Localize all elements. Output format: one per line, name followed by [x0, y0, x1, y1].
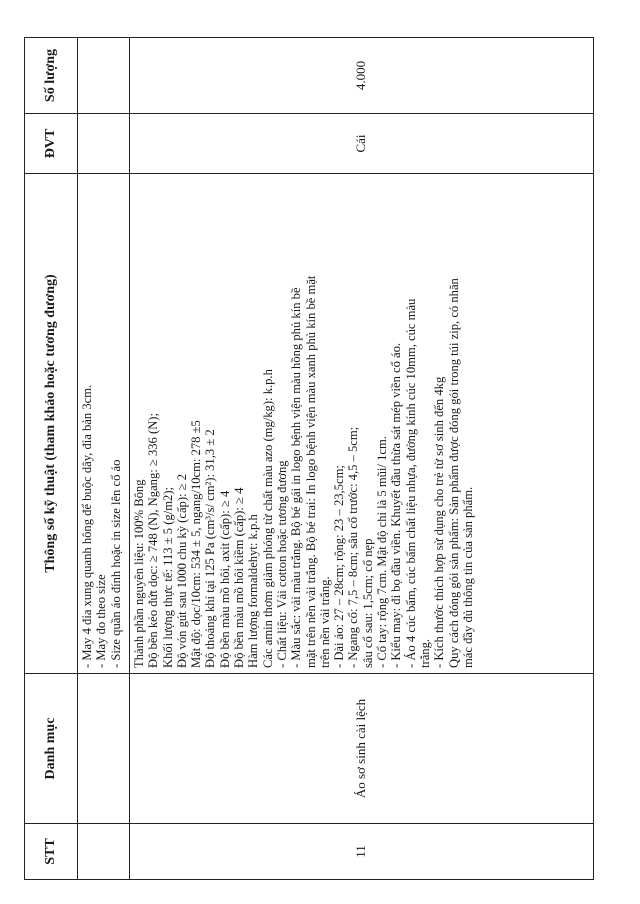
spec-line: trắng.: [417, 638, 432, 668]
header-quantity: Số lượng: [25, 38, 78, 114]
spec-line: Độ vón gút sau 1000 chu kỳ (cấp): ≥ 2: [174, 473, 189, 668]
cell-quantity: [78, 38, 130, 114]
header-row: [25, 38, 78, 880]
spec-line: Quy cách đóng gói sản phẩm: Sản phẩm được đóng gói trong túi zip, có nhãn: [446, 278, 461, 668]
spec-line: - May đo theo size: [94, 574, 109, 668]
spec-line: - Chất liệu: Vải cotton hoặc tương đương: [274, 460, 289, 668]
spec-line: - Dài áo: 27 – 28cm; rộng: 23 – 23,5cm;: [332, 465, 347, 668]
spec-line: - Size quần áo đính hoặc in size lên cổ áo: [108, 459, 123, 668]
cell-specs: [78, 174, 130, 674]
table-row-11: [130, 38, 594, 880]
cell-category: [78, 674, 130, 824]
header-specs: Thông số kỹ thuật (tham khảo hoặc tương đương): [25, 174, 78, 674]
cell-unit: Cái: [130, 114, 594, 174]
spec-line: - Ngang cổ: 7,5 – 8cm; sâu cổ trước: 4,5 – 5cm;: [346, 426, 361, 668]
spec-line: Độ bền màu mồ hôi, axit (cấp): ≥ 4: [217, 490, 232, 668]
spec-line: trên nền vải trắng.: [317, 576, 332, 668]
cell-stt: [78, 824, 130, 880]
spec-line: - Màu sắc: vải màu trắng. Bộ bé gái in logo bệnh viện màu hồng phủ kín bề: [289, 287, 304, 668]
spec-line: mặt trên nền vải trắng. Bộ bé trai: In logo bệnh viện màu xanh phủ kín bề mặt: [303, 275, 318, 668]
spec-table: [24, 37, 594, 880]
spec-line: Độ thoáng khí tại 125 Pa (cm³/s/ cm²): 31,3 ± 2: [203, 429, 218, 668]
spec-line: mác đầy đủ thông tin của sản phẩm.: [460, 486, 475, 668]
cell-stt: 11: [130, 824, 594, 880]
cell-quantity: 4.000: [130, 38, 594, 114]
spec-line: - May 4 đỉa xung quanh hông để buộc dây, đỉa bản 3cm.: [80, 384, 94, 668]
spec-line: Thành phần nguyên liệu: 100% Bông: [132, 479, 146, 668]
header-category: Danh mục: [25, 674, 78, 824]
rotated-page: [24, 38, 594, 880]
spec-line: - Kích thước thích hợp sử dụng cho trẻ từ sơ sinh đến 4kg: [432, 376, 447, 668]
spec-line: - Kiểu may: đỉ bọ đầu viền. Khuyết đầu thừa sát mép viền cổ áo.: [389, 342, 404, 668]
cell-specs: [130, 174, 594, 674]
header-unit: ĐVT: [25, 114, 78, 174]
spec-line: Hàm lượng formaldehyt: k.p.h: [246, 514, 261, 668]
spec-line: Các amin thơm giảm phóng từ chất màu azo (mg/kg): k.p.h: [260, 369, 275, 668]
spec-line: Độ bền kéo đứt dọc: ≥ 748 (N), Ngang: ≥ 336 (N);: [146, 413, 161, 668]
spec-line: sâu cổ sau: 1,5cm; cổ nẹp: [360, 538, 375, 668]
cell-category: Áo sơ sinh cài lệch: [130, 674, 594, 824]
table-row-prev: [78, 38, 130, 880]
spec-line: - Áo 4 cúc bấm, cúc bấm chất liệu nhựa, đường kính cúc 10mm, cúc màu: [403, 298, 418, 668]
spec-line: Khối lượng thực tế: 113 ± 5 (g/m2);: [160, 486, 175, 668]
header-stt: STT: [25, 824, 78, 880]
cell-unit: [78, 114, 130, 174]
spec-line: Mật độ: dọc/10cm: 534 ± 5, ngang/10cm: 278 ±5: [189, 420, 204, 668]
spec-line: - Cổ tay: rộng 7cm. Mật độ chỉ là 5 mũi/ 1cm.: [375, 436, 390, 668]
spec-line: Độ bền màu mồ hôi kiềm (cấp): ≥ 4: [232, 487, 247, 668]
